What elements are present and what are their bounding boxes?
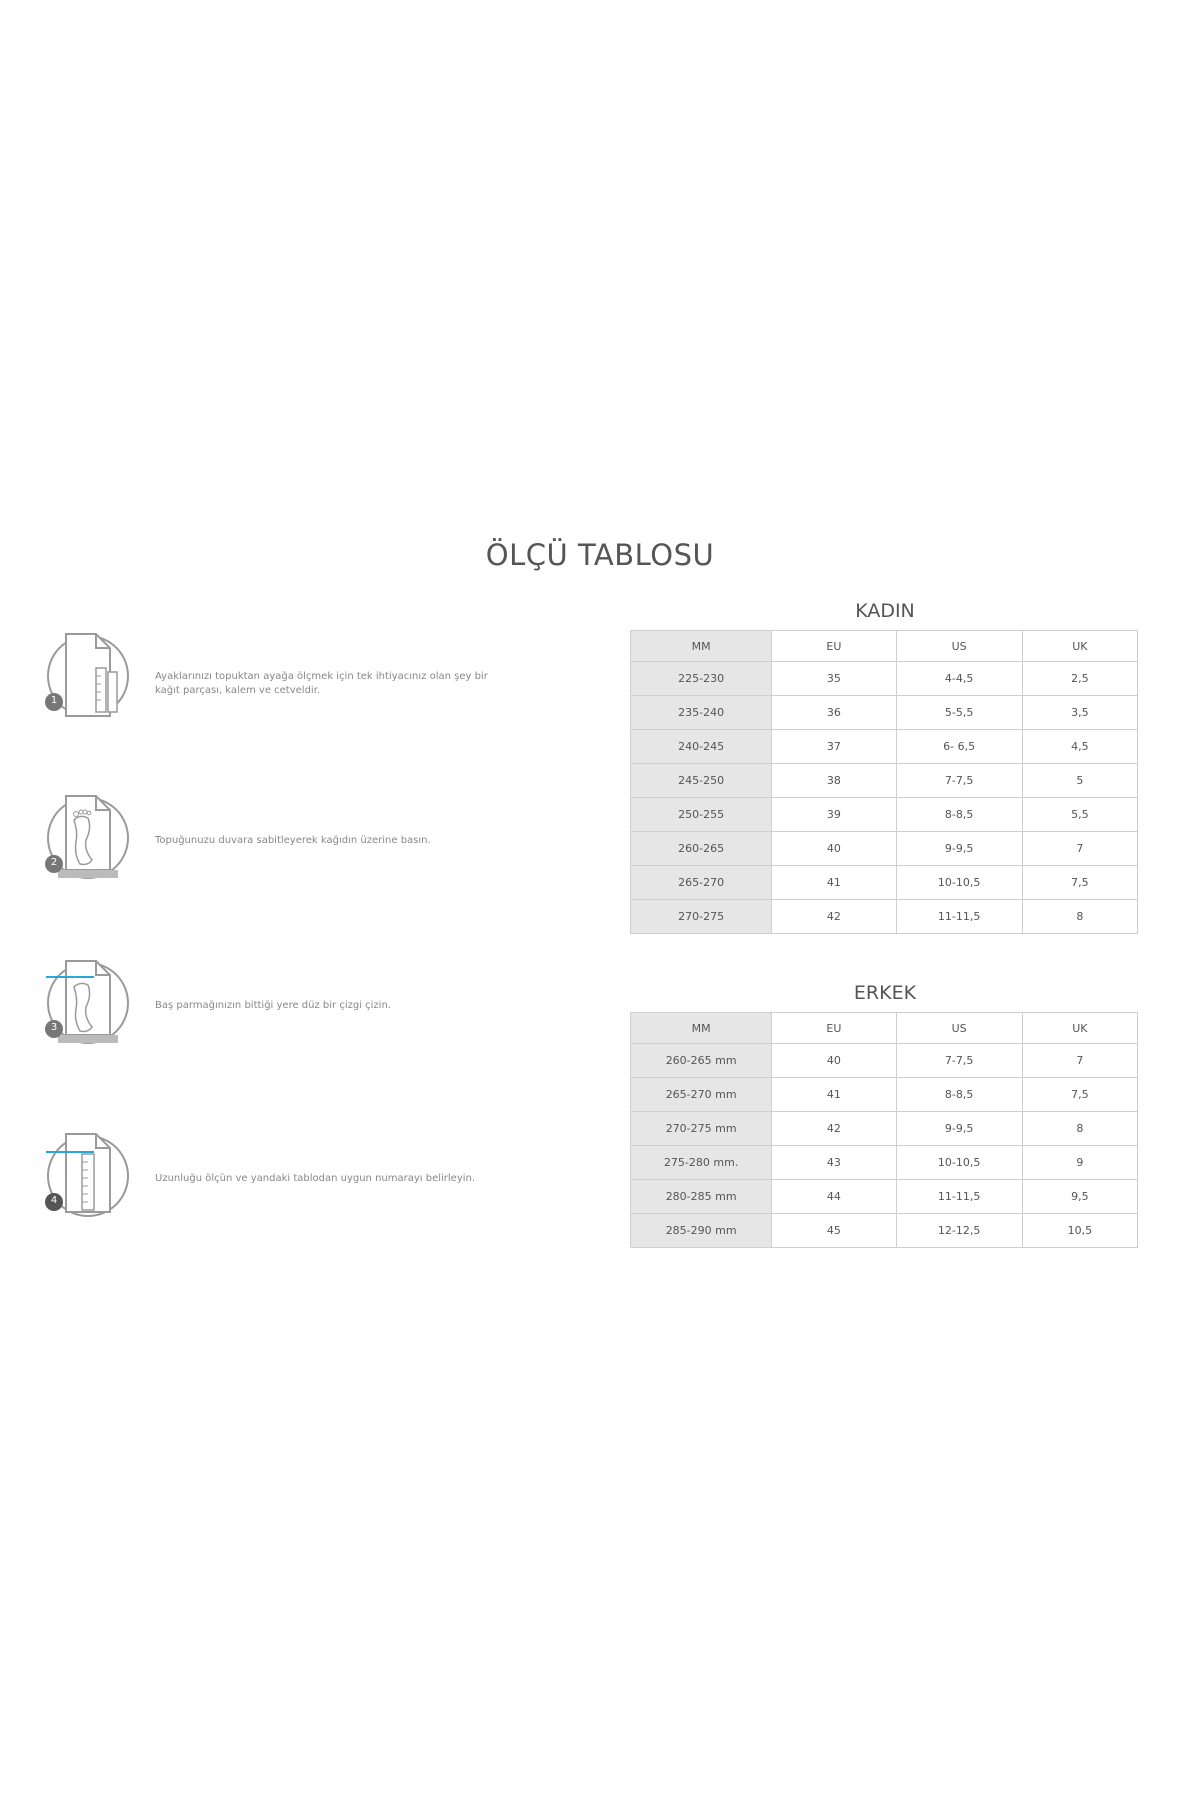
cell-uk: 7	[1022, 832, 1137, 866]
cell-mm: 235-240	[631, 696, 772, 730]
erkek-heading: ERKEK	[853, 982, 917, 1004]
table-row	[631, 730, 1138, 764]
cell-uk: 7,5	[1022, 1078, 1137, 1112]
cell-uk: 4,5	[1022, 730, 1137, 764]
table-row	[631, 662, 1138, 696]
cell-mm: 260-265	[631, 832, 772, 866]
cell-uk: 9,5	[1022, 1180, 1137, 1214]
header-uk: UK	[1022, 1013, 1137, 1044]
table-row	[631, 1214, 1138, 1248]
measure-ruler-icon	[44, 1128, 140, 1224]
header-uk: UK	[1022, 631, 1137, 662]
cell-eu: 44	[772, 1180, 896, 1214]
cell-us: 4-4,5	[896, 662, 1022, 696]
cell-mm: 280-285 mm	[631, 1180, 772, 1214]
step-number: 3	[50, 1022, 58, 1033]
cell-us: 10-10,5	[896, 866, 1022, 900]
cell-us: 5-5,5	[896, 696, 1022, 730]
cell-uk: 8	[1022, 900, 1137, 934]
table-row	[631, 1078, 1138, 1112]
cell-eu: 41	[772, 1078, 896, 1112]
cell-mm: 270-275 mm	[631, 1112, 772, 1146]
cell-uk: 2,5	[1022, 662, 1137, 696]
header-us: US	[896, 1013, 1022, 1044]
cell-uk: 5	[1022, 764, 1137, 798]
cell-mm: 265-270 mm	[631, 1078, 772, 1112]
cell-eu: 40	[772, 1044, 896, 1078]
cell-us: 9-9,5	[896, 832, 1022, 866]
cell-us: 7-7,5	[896, 1044, 1022, 1078]
step-number: 4	[50, 1195, 58, 1206]
step-2	[44, 790, 504, 890]
cell-eu: 35	[772, 662, 896, 696]
cell-eu: 42	[772, 900, 896, 934]
table-row	[631, 866, 1138, 900]
cell-eu: 41	[772, 866, 896, 900]
foot-line-icon	[44, 955, 140, 1051]
cell-us: 11-11,5	[896, 900, 1022, 934]
paper-ruler-icon	[44, 628, 140, 724]
header-eu: EU	[772, 1013, 896, 1044]
cell-uk: 9	[1022, 1146, 1137, 1180]
cell-uk: 5,5	[1022, 798, 1137, 832]
table-row	[631, 1044, 1138, 1078]
cell-us: 11-11,5	[896, 1180, 1022, 1214]
table-row	[631, 1112, 1138, 1146]
table-row	[631, 832, 1138, 866]
kadin-heading: KADIN	[855, 600, 915, 622]
cell-us: 6- 6,5	[896, 730, 1022, 764]
step-4	[44, 1128, 504, 1228]
cell-uk: 10,5	[1022, 1214, 1137, 1248]
cell-us: 8-8,5	[896, 798, 1022, 832]
cell-eu: 45	[772, 1214, 896, 1248]
step-text: Ayaklarınızı topuktan ayağa ölçmek için tek ihtiyacınız olan şey bir kağıt parçası, kalem ve cetveldir.	[155, 671, 488, 696]
step-text: Topuğunuzu duvara sabitleyerek kağıdın üzerine basın.	[155, 835, 431, 846]
step-number: 1	[50, 695, 58, 706]
cell-uk: 7	[1022, 1044, 1137, 1078]
table-row	[631, 1146, 1138, 1180]
step-text: Baş parmağınızın bittiği yere düz bir çizgi çizin.	[155, 1000, 391, 1011]
erkek-size-table	[630, 1012, 1138, 1248]
step-text: Uzunluğu ölçün ve yandaki tablodan uygun numarayı belirleyin.	[155, 1173, 476, 1184]
cell-eu: 43	[772, 1146, 896, 1180]
header-eu: EU	[772, 631, 896, 662]
cell-mm: 270-275	[631, 900, 772, 934]
cell-uk: 7,5	[1022, 866, 1137, 900]
cell-mm: 225-230	[631, 662, 772, 696]
header-us: US	[896, 631, 1022, 662]
cell-eu: 40	[772, 832, 896, 866]
cell-mm: 285-290 mm	[631, 1214, 772, 1248]
cell-us: 9-9,5	[896, 1112, 1022, 1146]
header-mm: MM	[631, 631, 772, 662]
cell-mm: 240-245	[631, 730, 772, 764]
cell-eu: 39	[772, 798, 896, 832]
step-3	[44, 955, 504, 1055]
cell-eu: 42	[772, 1112, 896, 1146]
table-row	[631, 1180, 1138, 1214]
step-1	[44, 628, 504, 728]
foot-on-paper-icon	[44, 790, 140, 886]
cell-us: 12-12,5	[896, 1214, 1022, 1248]
cell-us: 10-10,5	[896, 1146, 1022, 1180]
step-number: 2	[50, 857, 58, 868]
cell-mm: 250-255	[631, 798, 772, 832]
cell-us: 7-7,5	[896, 764, 1022, 798]
cell-eu: 38	[772, 764, 896, 798]
page-title: ÖLÇÜ TABLOSU	[485, 538, 715, 572]
table-row	[631, 798, 1138, 832]
cell-eu: 36	[772, 696, 896, 730]
cell-us: 8-8,5	[896, 1078, 1022, 1112]
cell-mm: 245-250	[631, 764, 772, 798]
cell-mm: 265-270	[631, 866, 772, 900]
header-mm: MM	[631, 1013, 772, 1044]
cell-uk: 3,5	[1022, 696, 1137, 730]
table-row	[631, 764, 1138, 798]
cell-eu: 37	[772, 730, 896, 764]
cell-mm: 275-280 mm.	[631, 1146, 772, 1180]
cell-uk: 8	[1022, 1112, 1137, 1146]
table-row	[631, 900, 1138, 934]
kadin-size-table	[630, 630, 1138, 934]
table-row	[631, 696, 1138, 730]
cell-mm: 260-265 mm	[631, 1044, 772, 1078]
